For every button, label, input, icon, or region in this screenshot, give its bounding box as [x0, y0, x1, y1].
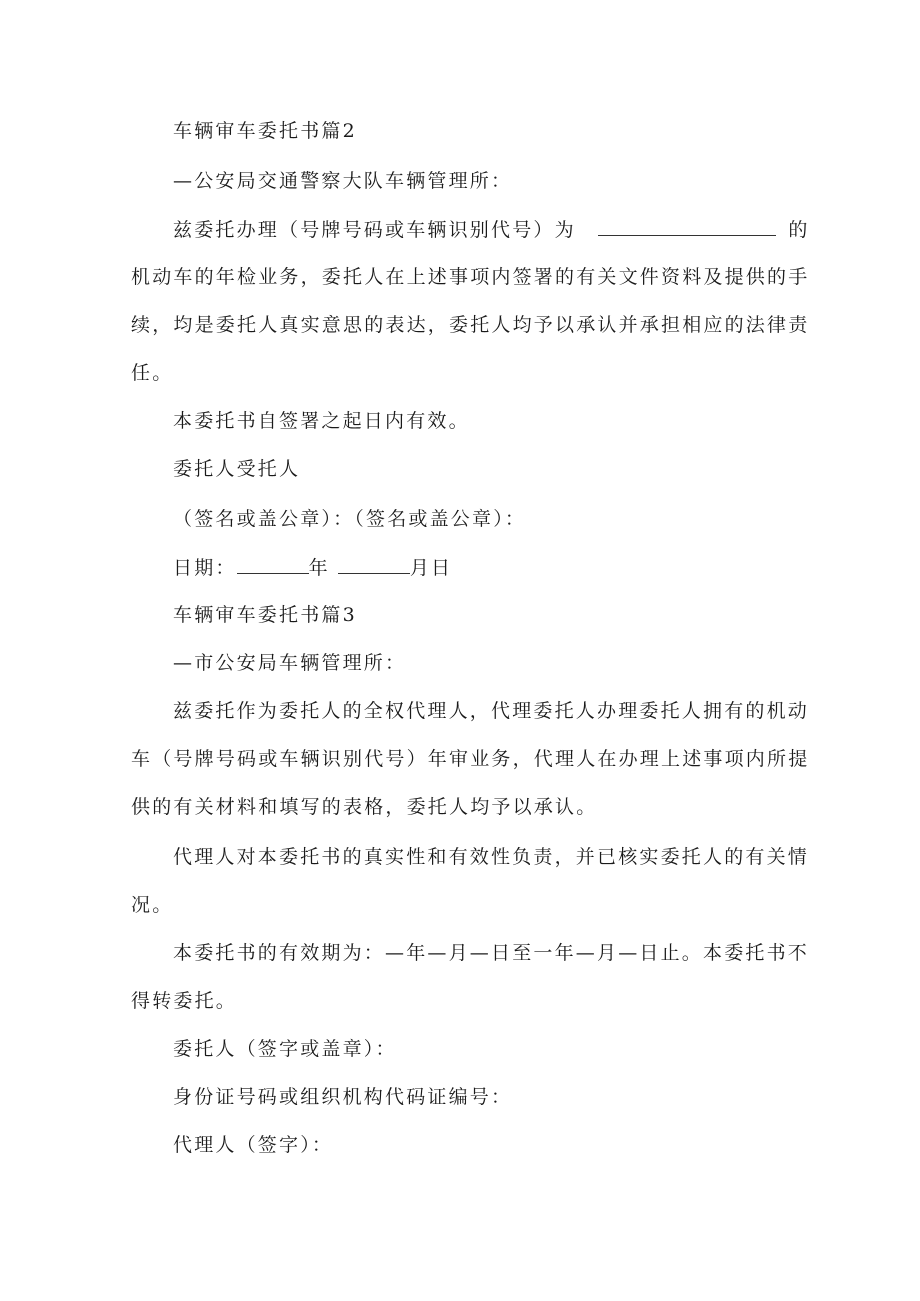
month-blank: [338, 555, 410, 574]
section-2-paragraph-1-line-2: 机动车的年检业务，委托人在上述事项内签署的有关文件资料及提供的手: [131, 266, 810, 288]
section-3-paragraph-1-line-3: 供的有关材料和填写的表格，委托人均予以承认。: [131, 796, 598, 818]
section-2-paragraph-1-line-1: [173, 217, 810, 242]
section-2-title: 车辆审车委托书篇2: [173, 120, 357, 142]
section-2-paragraph-1-line-4: 任。: [131, 362, 174, 384]
section-2-validity: 本委托书自签署之起日内有效。: [173, 410, 470, 432]
section-3-paragraph-2-line-2: 况。: [131, 894, 174, 916]
section-3-principal: 委托人（签字或盖章）：: [173, 1038, 397, 1060]
paragraph-text: 兹委托办理（号牌号码或车辆识别代号）为: [173, 219, 576, 241]
year-blank: [237, 555, 309, 574]
section-3-title: 车辆审车委托书篇3: [173, 604, 357, 626]
section-3-paragraph-3-line-2: 得转委托。: [131, 990, 238, 1012]
section-3-paragraph-1-line-1: 兹委托作为委托人的全权代理人，代理委托人办理委托人拥有的机动: [173, 700, 810, 722]
section-2-recipient: —公安局交通警察大队车辆管理所：: [173, 170, 513, 192]
paragraph-text: 的: [788, 219, 810, 241]
section-3-recipient: —市公安局车辆管理所：: [173, 652, 407, 674]
section-3-agent: 代理人（签字）：: [173, 1134, 334, 1156]
section-3-paragraph-2-line-1: 代理人对本委托书的真实性和有效性负责，并已核实委托人的有关情: [173, 846, 810, 868]
section-2-date: [173, 555, 452, 580]
month-day-label: 月日: [409, 557, 453, 579]
section-2-signatures: （签名或盖公章）：（签名或盖公章）：: [173, 508, 527, 530]
section-3-paragraph-3-line-1: 本委托书的有效期为：—年—月—日至一年—月—日止。本委托书不: [173, 942, 810, 964]
year-label: 年: [308, 557, 330, 579]
section-2-paragraph-1-line-3: 续，均是委托人真实意思的表达，委托人均予以承认并承担相应的法律责: [131, 314, 810, 336]
section-2-parties: 委托人受托人: [173, 458, 301, 480]
date-label: 日期：: [173, 557, 237, 579]
section-3-paragraph-1-line-2: 车（号牌号码或车辆识别代号）年审业务，代理人在办理上述事项内所提: [131, 748, 810, 770]
section-3-id-number: 身份证号码或组织机构代码证编号：: [173, 1086, 513, 1108]
plate-number-blank: [598, 217, 776, 236]
